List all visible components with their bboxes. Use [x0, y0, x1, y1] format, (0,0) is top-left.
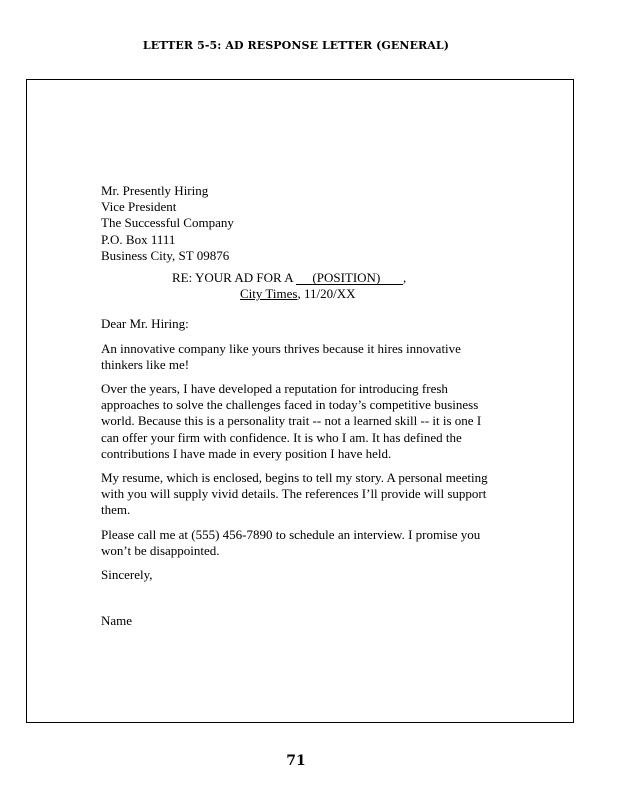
recipient-address	[101, 183, 501, 264]
paragraph-1: An innovative company like yours thrives because it hires innovative thinkers like me!	[101, 340, 461, 372]
recipient-title: Vice President	[101, 199, 177, 215]
re-position: (POSITION)	[312, 270, 381, 286]
paragraph-3: My resume, which is enclosed, begins to tell my story. A personal meeting with you will supply vivid details. The references I’ll provide will support them.	[101, 470, 488, 518]
re-date: , 11/20/XX	[297, 286, 356, 302]
recipient-name: Mr. Presently Hiring	[101, 183, 209, 198]
re-publication: City Times	[240, 286, 298, 302]
salutation: Dear Mr. Hiring:	[101, 316, 189, 332]
recipient-city: Business City, ST 09876	[101, 247, 230, 263]
position-blank	[296, 271, 403, 285]
paragraph-4: Please call me at (555) 456-7890 to schedule an interview. I promise you won’t be disappointed.	[101, 526, 481, 558]
page-header: LETTER 5-5: AD RESPONSE LETTER (GENERAL)	[142, 39, 450, 52]
paragraph-2: Over the years, I have developed a reputation for introducing fresh approaches to solve the challenges faced in today’s competitive business world. Because this is a personality trait -- not a learned skill -- it is one I can offer your firm with confidence. It is who I am. It has defined the contributions I have made in every position I have held.	[101, 381, 482, 461]
recipient-company: The Successful Company	[101, 215, 234, 231]
re-line	[172, 270, 501, 302]
signature-name: Name	[101, 613, 133, 629]
page-number: 71	[286, 753, 306, 769]
re-suffix: ,	[403, 270, 407, 286]
re-prefix: RE: YOUR AD FOR A	[172, 270, 293, 286]
letter-body	[101, 183, 501, 629]
recipient-po-box: P.O. Box 1111	[101, 231, 176, 247]
closing: Sincerely,	[101, 567, 153, 583]
